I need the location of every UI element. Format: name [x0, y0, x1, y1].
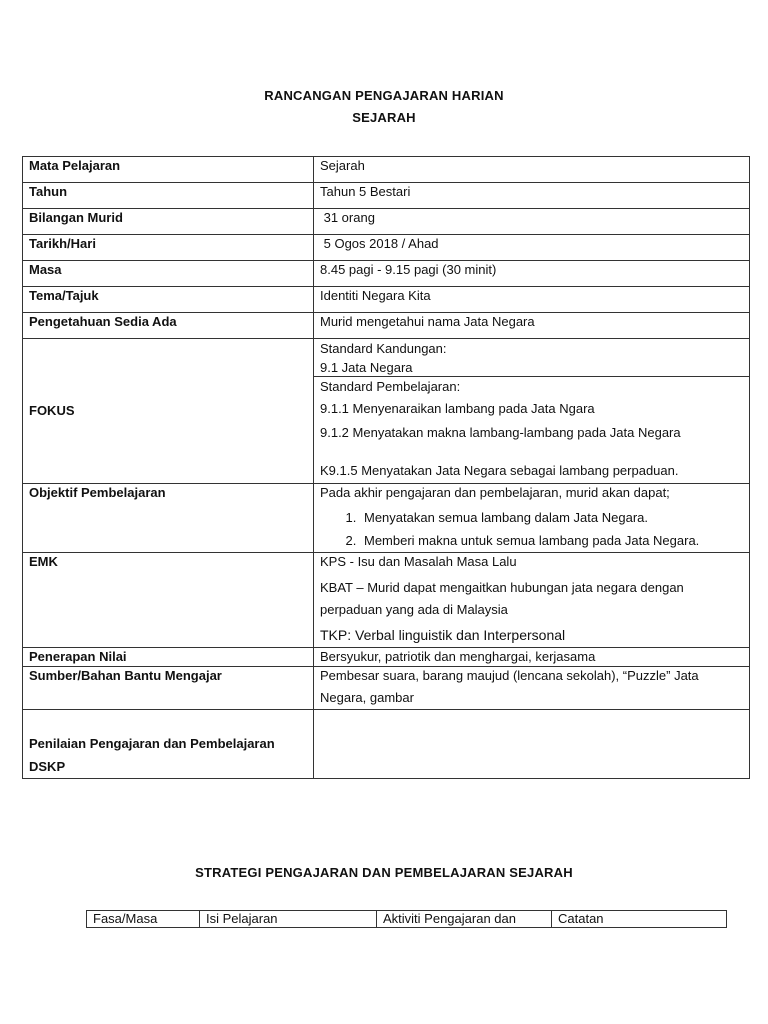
row-label: Bilangan Murid: [23, 209, 314, 235]
page-title: RANCANGAN PENGAJARAN HARIAN: [264, 88, 504, 103]
row-label: Pengetahuan Sedia Ada: [23, 313, 314, 339]
row-value: Identiti Negara Kita: [314, 287, 750, 313]
table-row: [23, 209, 750, 235]
sumber-row: [23, 667, 750, 710]
objektif-row: [23, 484, 750, 553]
sp-item: K9.1.5 Menyatakan Jata Negara sebagai lambang perpaduan.: [320, 463, 679, 478]
row-label: Masa: [23, 261, 314, 287]
standard-pembelajaran-heading: Standard Pembelajaran:: [320, 379, 461, 394]
objektif-content: [314, 484, 750, 553]
list-item: 2. Memberi makna untuk semua lambang pada Jata Negara.: [360, 529, 743, 552]
objektif-list: [320, 506, 743, 552]
penilaian-value: [314, 710, 750, 779]
sumber-value-cont: Negara, gambar: [320, 690, 414, 705]
row-label: Tarikh/Hari: [23, 235, 314, 261]
row-value: 31 orang: [314, 209, 750, 235]
fokus-label: FOKUS: [23, 339, 314, 484]
table-row: [23, 183, 750, 209]
sp-item: 9.1.1 Menyenaraikan lambang pada Jata Ngara: [320, 401, 595, 416]
table-row: [87, 911, 727, 928]
emk-kbat-cont: perpaduan yang ada di Malaysia: [320, 602, 508, 617]
column-header: Aktiviti Pengajaran dan: [377, 911, 552, 928]
sumber-content: [314, 667, 750, 710]
sumber-label: Sumber/Bahan Bantu Mengajar: [23, 667, 314, 710]
row-value: Sejarah: [314, 157, 750, 183]
row-label: Mata Pelajaran: [23, 157, 314, 183]
standard-kandungan-value: 9.1 Jata Negara: [320, 360, 413, 375]
column-header: Catatan: [552, 911, 727, 928]
row-value: Murid mengetahui nama Jata Negara: [314, 313, 750, 339]
objektif-intro: Pada akhir pengajaran dan pembelajaran, murid akan dapat;: [320, 485, 670, 500]
column-header: Isi Pelajaran: [200, 911, 377, 928]
subject-title: SEJARAH: [352, 110, 416, 125]
fokus-row: [23, 339, 750, 484]
penilaian-dskp: DSKP: [29, 759, 66, 774]
objektif-label: Objektif Pembelajaran: [23, 484, 314, 553]
standard-pembelajaran: [314, 377, 749, 483]
row-value: 8.45 pagi - 9.15 pagi (30 minit): [314, 261, 750, 287]
table-row: [23, 261, 750, 287]
penilaian-label-text: Penilaian Pengajaran dan Pembelajaran: [29, 736, 275, 751]
row-value: Tahun 5 Bestari: [314, 183, 750, 209]
nilai-label: Penerapan Nilai: [23, 648, 314, 667]
emk-kps: KPS - Isu dan Masalah Masa Lalu: [320, 554, 517, 569]
standard-kandungan: [314, 339, 749, 377]
sumber-value: Pembesar suara, barang maujud (lencana sekolah), “Puzzle” Jata: [320, 668, 699, 683]
fokus-content: [314, 339, 750, 484]
table-row: [23, 313, 750, 339]
emk-kbat: KBAT – Murid dapat mengaitkan hubungan jata negara dengan: [320, 580, 684, 595]
row-label: Tahun: [23, 183, 314, 209]
emk-row: [23, 553, 750, 648]
column-header: Fasa/Masa: [87, 911, 200, 928]
table-row: [23, 235, 750, 261]
nilai-row: [23, 648, 750, 667]
lesson-plan-table: [22, 156, 750, 779]
strategy-title: STRATEGI PENGAJARAN DAN PEMBELAJARAN SEJARAH: [195, 865, 573, 880]
table-row: [23, 287, 750, 313]
penilaian-row: [23, 710, 750, 779]
penilaian-label: [23, 710, 314, 779]
list-item: 1. Menyatakan semua lambang dalam Jata Negara.: [360, 506, 743, 529]
row-value: 5 Ogos 2018 / Ahad: [314, 235, 750, 261]
emk-tkp: TKP: Verbal linguistik dan Interpersonal: [320, 627, 566, 643]
row-label: Tema/Tajuk: [23, 287, 314, 313]
table-row: [23, 157, 750, 183]
emk-label: EMK: [23, 553, 314, 648]
standard-kandungan-heading: Standard Kandungan:: [320, 341, 447, 356]
emk-content: [314, 553, 750, 648]
sp-item: 9.1.2 Menyatakan makna lambang-lambang pada Jata Negara: [320, 425, 681, 440]
strategy-table: [86, 910, 727, 928]
nilai-value: Bersyukur, patriotik dan menghargai, kerjasama: [314, 648, 750, 667]
